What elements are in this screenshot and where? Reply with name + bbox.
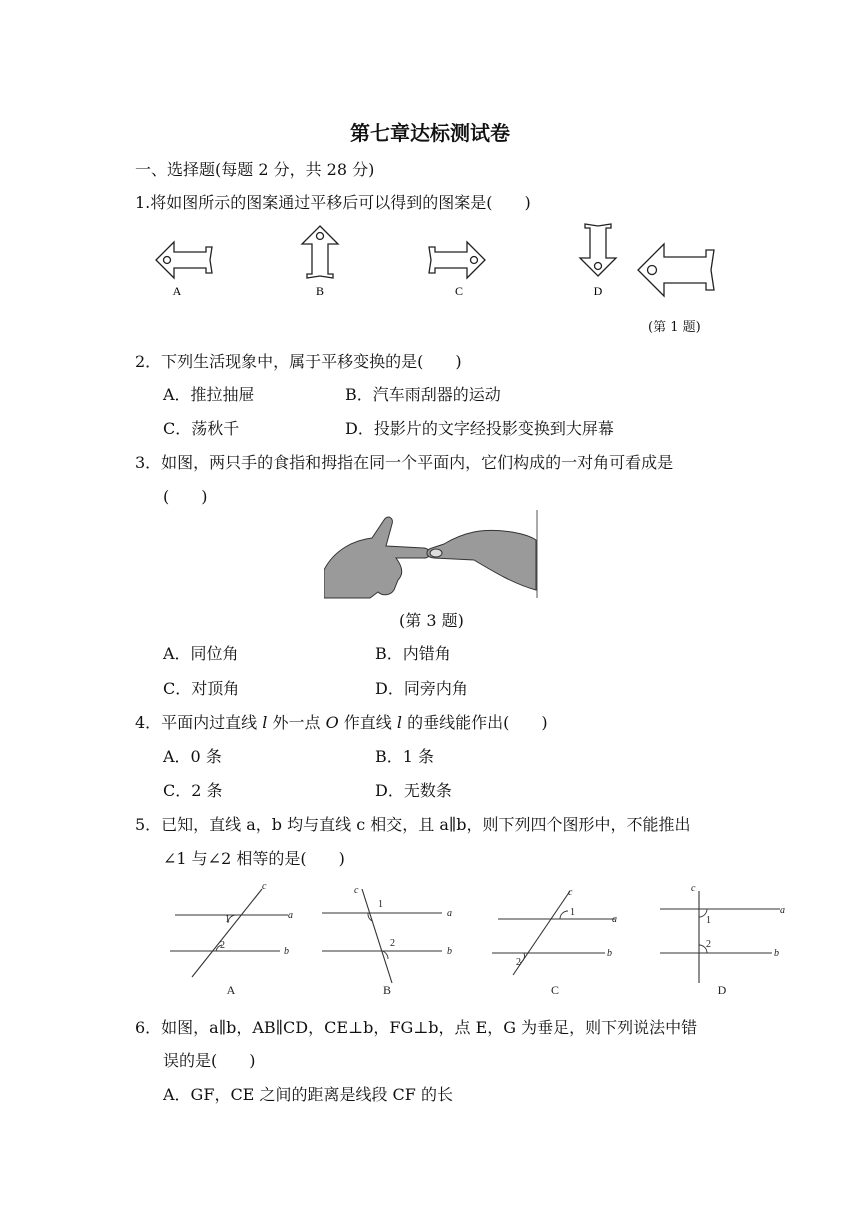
q1-figure: [140, 222, 730, 327]
q1-option-b-arrow: [302, 226, 338, 278]
q5-label-c: C: [550, 983, 560, 997]
q5a-angle-2: 2: [220, 940, 225, 951]
q2-option-d: D．投影片的文字经投影变换到大屏幕: [345, 419, 614, 438]
q1-option-c-arrow: [429, 242, 485, 278]
q5-label-b: B: [382, 983, 392, 997]
q2-option-a: A．推拉抽屉: [163, 385, 255, 404]
q4-stem: [135, 710, 548, 733]
q1-label-d: D: [593, 284, 603, 298]
q5b-angle-1: 1: [378, 899, 383, 910]
q3-left-hand: [324, 517, 430, 598]
q5c-angle-1: 1: [570, 907, 575, 918]
q6-stem-line1: 6．如图，a∥b，AB∥CD，CE⊥b，FG⊥b，点 E，G 为垂足，则下列说法中错: [135, 1018, 698, 1037]
q3-stem-line2: ( ): [163, 487, 208, 506]
q3-right-hand: [427, 530, 536, 590]
q4-stem-a: 4．平面内过直线: [135, 713, 263, 732]
q5c-label-a: a: [612, 914, 617, 925]
q2-stem: 2．下列生活现象中，属于平移变换的是( ): [135, 352, 462, 371]
q5-label-a: A: [226, 983, 236, 997]
q4-stem-b: 外一点: [267, 713, 326, 732]
q1-caption: (第 1 题): [648, 320, 701, 335]
q2-option-b: B．汽车雨刮器的运动: [345, 385, 501, 404]
q1-label-a: A: [172, 284, 182, 298]
q5a-label-c: c: [262, 881, 267, 892]
q5b-label-c: c: [354, 885, 359, 896]
q1-stem: 1.将如图所示的图案通过平移后可以得到的图案是( ): [135, 193, 531, 212]
q1-label-b: B: [315, 284, 325, 298]
q4-option-c: C．2 条: [163, 781, 223, 800]
q3-option-a: A．同位角: [163, 644, 239, 663]
q5a-label-b: b: [284, 946, 289, 957]
q1-option-a-arrow: [156, 242, 212, 278]
q4-stem-c: 作直线: [338, 713, 397, 732]
section-heading: 一、选择题(每题 2 分，共 28 分): [135, 160, 375, 179]
q1-original-arrow: [638, 244, 714, 296]
q2-option-c: C．荡秋千: [163, 419, 240, 438]
q5d-label-b: b: [774, 948, 779, 959]
q5d-angle-2: 2: [706, 939, 711, 950]
page-title: 第七章达标测试卷: [350, 121, 510, 145]
q3-option-b: B．内错角: [375, 644, 451, 663]
q5d-label-c: c: [691, 883, 696, 894]
q5c-label-c: c: [568, 887, 573, 898]
q4-var-o: O: [325, 713, 339, 732]
q4-var-l: l: [262, 713, 268, 732]
q4-option-a: A．0 条: [163, 747, 222, 766]
q5c-label-b: b: [607, 948, 612, 959]
q5a-label-a: a: [288, 910, 293, 921]
q4-option-d: D．无数条: [375, 781, 452, 800]
q5-stem-line2: ∠1 与∠2 相等的是( ): [163, 849, 345, 868]
q3-caption: (第 3 题): [399, 611, 464, 630]
q6-stem-line2: 误的是( ): [163, 1051, 256, 1070]
q5-label-d: D: [717, 983, 727, 997]
q4-option-b: B．1 条: [375, 747, 435, 766]
q5-stem-line1: 5．已知，直线 a，b 均与直线 c 相交，且 a∥b，则下列四个图形中，不能推出: [135, 815, 691, 834]
q5b-label-a: a: [447, 908, 452, 919]
q5b-label-b: b: [447, 946, 452, 957]
q3-option-c: C．对顶角: [163, 679, 240, 698]
q3-hands-figure: [324, 510, 540, 600]
q1-option-d-arrow: [580, 224, 616, 276]
q6-option-a: A．GF，CE 之间的距离是线段 CF 的长: [163, 1085, 453, 1104]
q1-label-c: C: [454, 284, 464, 298]
q5d-angle-1: 1: [706, 915, 711, 926]
q5-figures: [160, 875, 800, 1000]
q3-option-d: D．同旁内角: [375, 679, 468, 698]
q4-stem-d: 的垂线能作出( ): [402, 713, 548, 732]
q5a-angle-1: 1: [225, 914, 230, 925]
q5d-label-a: a: [780, 905, 785, 916]
q3-stem-line1: 3．如图，两只手的食指和拇指在同一个平面内，它们构成的一对角可看成是: [135, 453, 674, 472]
q5c-angle-2: 2: [516, 957, 521, 968]
q4-var-l-2: l: [396, 713, 403, 732]
q5b-angle-2: 2: [390, 938, 395, 949]
